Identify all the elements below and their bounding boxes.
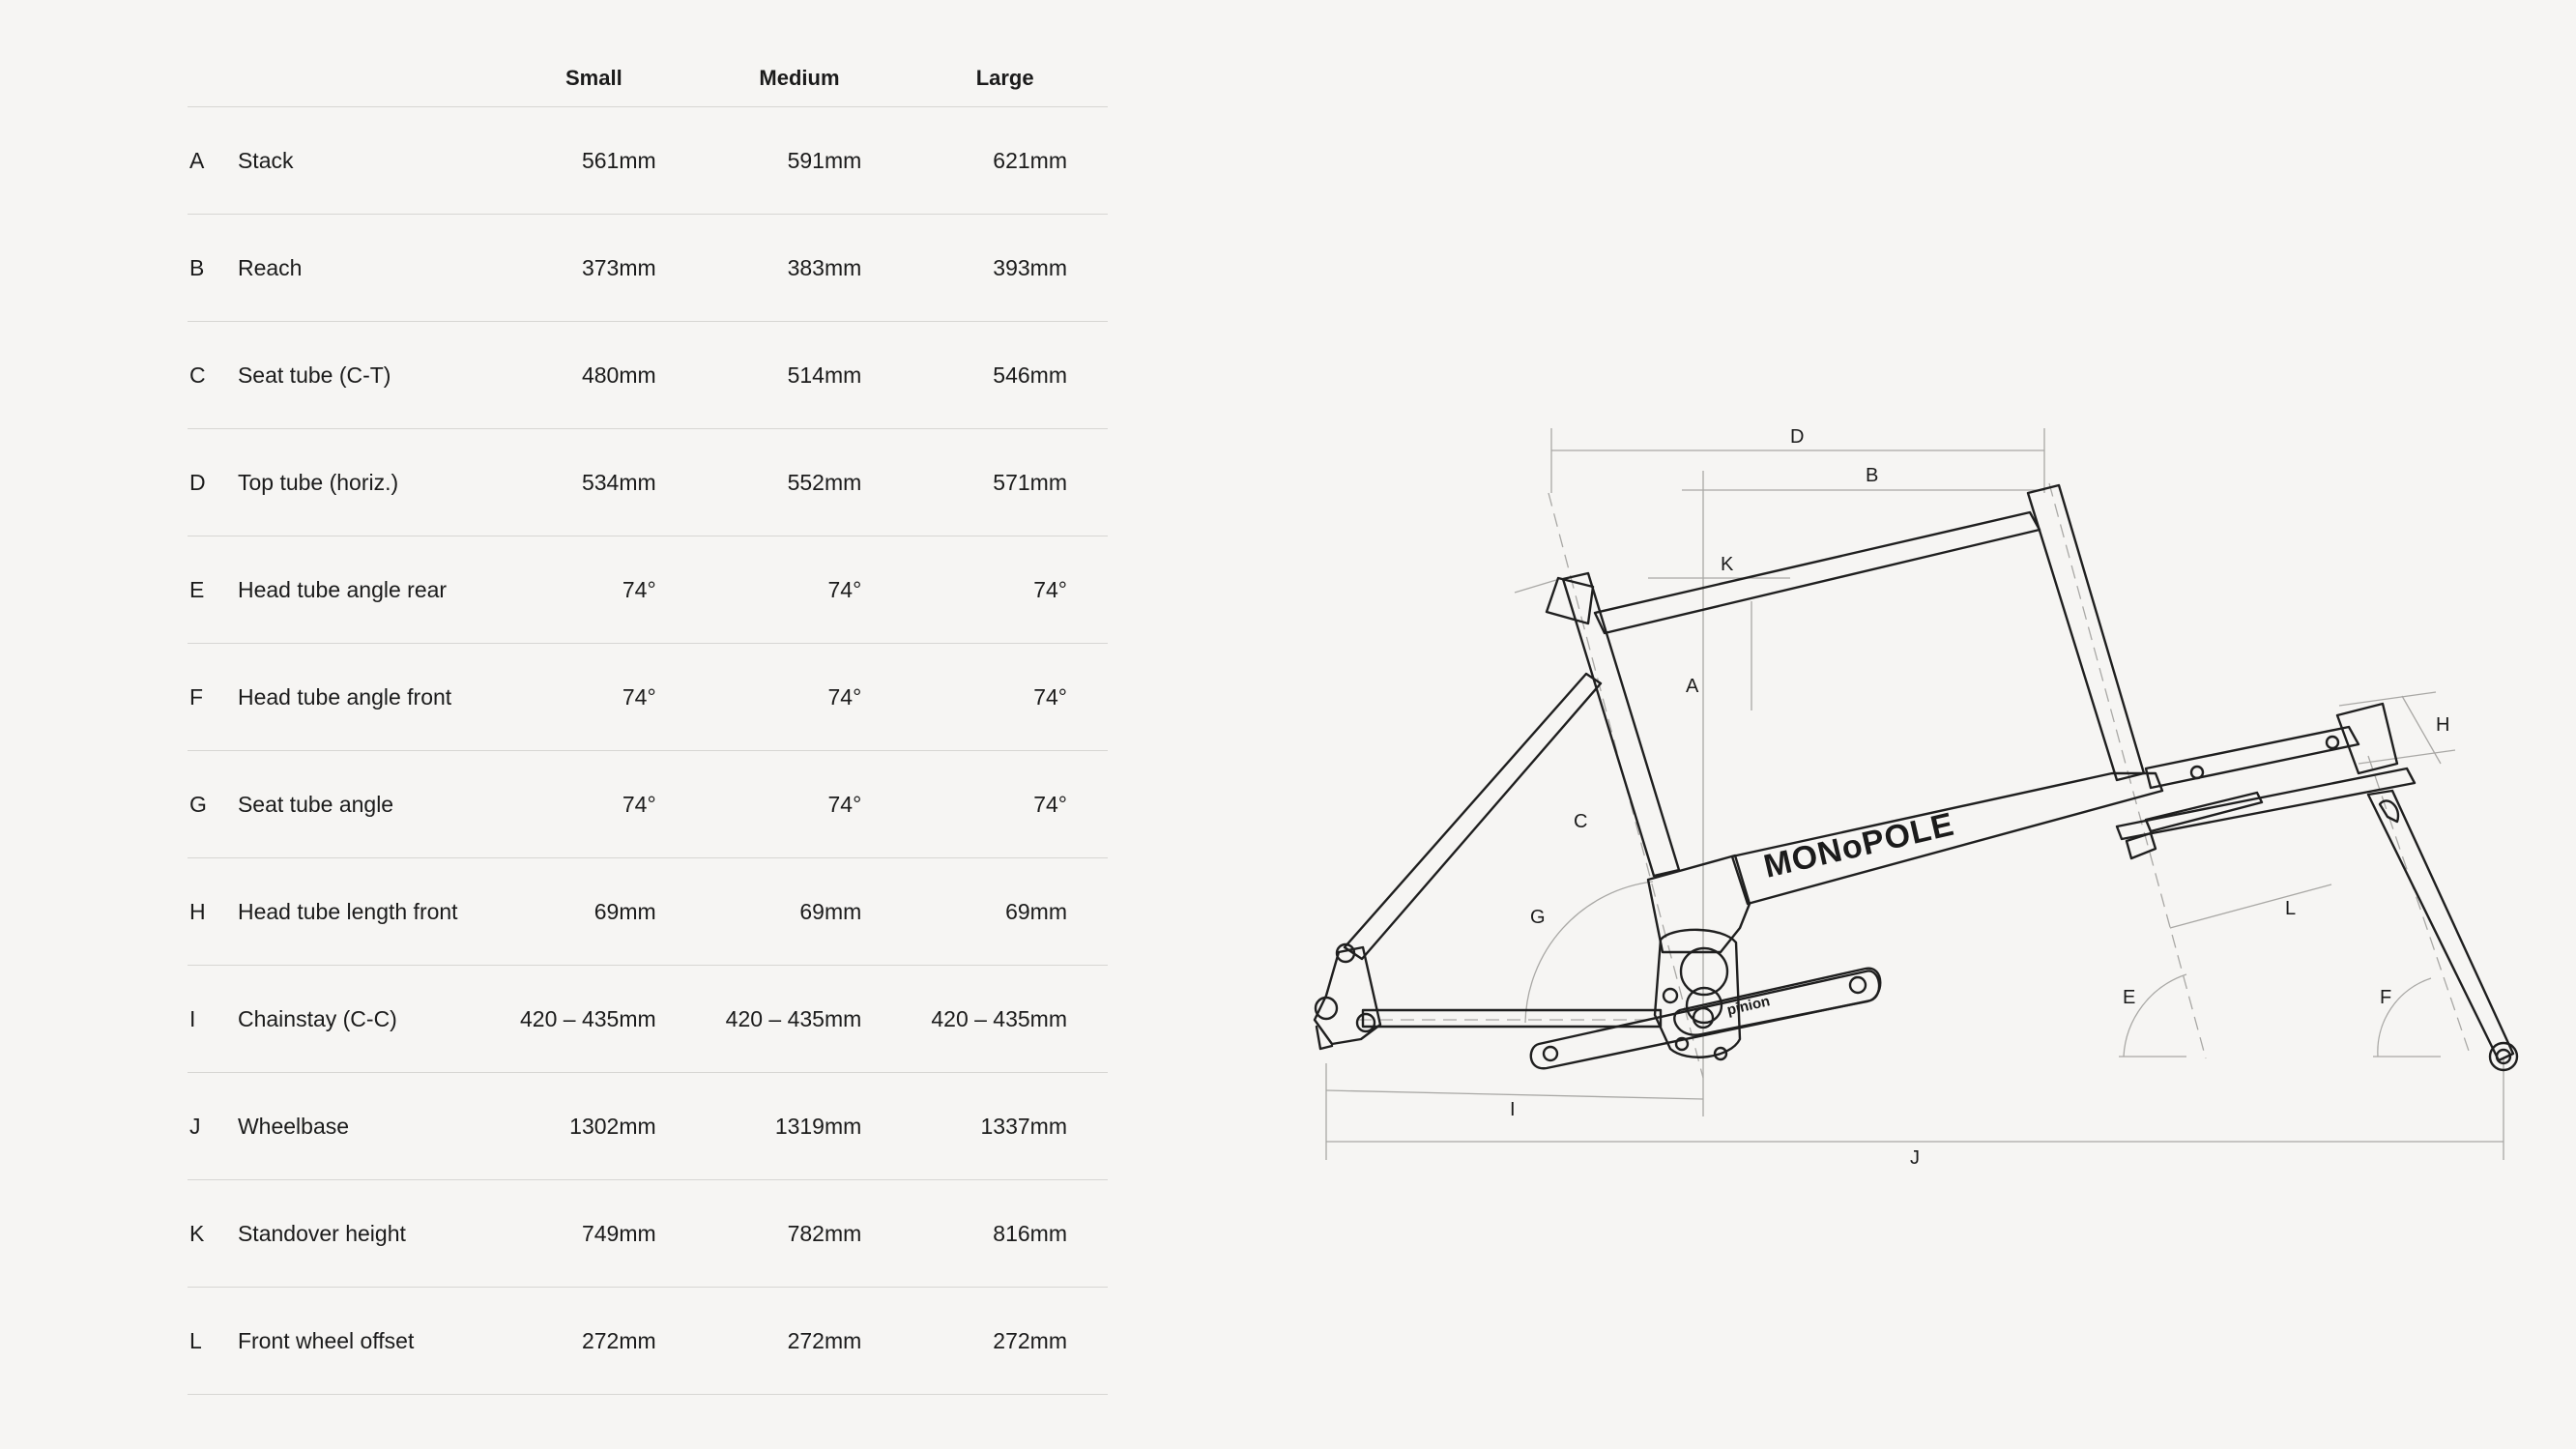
value-small: 373mm xyxy=(491,215,697,322)
value-medium: 383mm xyxy=(697,215,903,322)
row-name: Seat tube angle xyxy=(238,751,491,858)
row-name: Standover height xyxy=(238,1180,491,1288)
value-small: 74° xyxy=(491,644,697,751)
value-medium: 1319mm xyxy=(697,1073,903,1180)
row-letter: I xyxy=(188,966,238,1073)
row-letter: A xyxy=(188,107,238,215)
row-letter: F xyxy=(188,644,238,751)
row-name: Top tube (horiz.) xyxy=(238,429,491,536)
dimension-label-b: B xyxy=(1866,465,1879,486)
dimension-label-a: A xyxy=(1686,676,1699,697)
row-name: Wheelbase xyxy=(238,1073,491,1180)
column-header-large: Large xyxy=(902,50,1108,107)
row-letter: K xyxy=(188,1180,238,1288)
dimension-label-d: D xyxy=(1790,426,1805,448)
value-large: 621mm xyxy=(902,107,1108,215)
value-medium: 74° xyxy=(697,751,903,858)
dimension-label-e: E xyxy=(2123,987,2136,1008)
row-letter: J xyxy=(188,1073,238,1180)
value-large: 816mm xyxy=(902,1180,1108,1288)
value-medium: 420 – 435mm xyxy=(697,966,903,1073)
value-medium: 74° xyxy=(697,536,903,644)
row-letter: H xyxy=(188,858,238,966)
value-large: 393mm xyxy=(902,215,1108,322)
row-letter: D xyxy=(188,429,238,536)
dimension-label-k: K xyxy=(1721,554,1734,575)
dimension-label-i: I xyxy=(1510,1099,1516,1120)
row-name: Front wheel offset xyxy=(238,1288,491,1395)
value-medium: 514mm xyxy=(697,322,903,429)
value-medium: 74° xyxy=(697,644,903,751)
value-small: 420 – 435mm xyxy=(491,966,697,1073)
frame-outline xyxy=(1315,485,2517,1070)
column-header-medium: Medium xyxy=(697,50,903,107)
value-large: 272mm xyxy=(902,1288,1108,1395)
row-name: Reach xyxy=(238,215,491,322)
dimension-label-g: G xyxy=(1530,907,1546,928)
row-name: Head tube angle rear xyxy=(238,536,491,644)
value-large: 74° xyxy=(902,644,1108,751)
value-medium: 782mm xyxy=(697,1180,903,1288)
value-large: 420 – 435mm xyxy=(902,966,1108,1073)
value-small: 74° xyxy=(491,751,697,858)
value-large: 74° xyxy=(902,536,1108,644)
row-letter: C xyxy=(188,322,238,429)
row-name: Head tube angle front xyxy=(238,644,491,751)
value-large: 546mm xyxy=(902,322,1108,429)
row-letter: B xyxy=(188,215,238,322)
value-small: 534mm xyxy=(491,429,697,536)
value-large: 74° xyxy=(902,751,1108,858)
value-small: 69mm xyxy=(491,858,697,966)
value-medium: 552mm xyxy=(697,429,903,536)
value-medium: 591mm xyxy=(697,107,903,215)
brand-logo: MONoPOLE xyxy=(1760,805,1958,885)
value-large: 1337mm xyxy=(902,1073,1108,1180)
row-name: Chainstay (C-C) xyxy=(238,966,491,1073)
row-name: Seat tube (C-T) xyxy=(238,322,491,429)
value-small: 272mm xyxy=(491,1288,697,1395)
value-small: 1302mm xyxy=(491,1073,697,1180)
row-letter: G xyxy=(188,751,238,858)
dimension-label-j: J xyxy=(1910,1147,1920,1169)
value-medium: 272mm xyxy=(697,1288,903,1395)
row-name: Head tube length front xyxy=(238,858,491,966)
pinion-logo: pinion xyxy=(1725,993,1772,1019)
row-letter: L xyxy=(188,1288,238,1395)
column-header-small: Small xyxy=(491,50,697,107)
value-small: 749mm xyxy=(491,1180,697,1288)
value-small: 74° xyxy=(491,536,697,644)
value-small: 480mm xyxy=(491,322,697,429)
row-name: Stack xyxy=(238,107,491,215)
value-large: 571mm xyxy=(902,429,1108,536)
value-medium: 69mm xyxy=(697,858,903,966)
dimension-label-l: L xyxy=(2285,898,2297,919)
value-small: 561mm xyxy=(491,107,697,215)
row-letter: E xyxy=(188,536,238,644)
dimension-label-c: C xyxy=(1574,811,1588,832)
dimension-label-h: H xyxy=(2436,714,2450,736)
dimension-label-f: F xyxy=(2380,987,2392,1008)
value-large: 69mm xyxy=(902,858,1108,966)
